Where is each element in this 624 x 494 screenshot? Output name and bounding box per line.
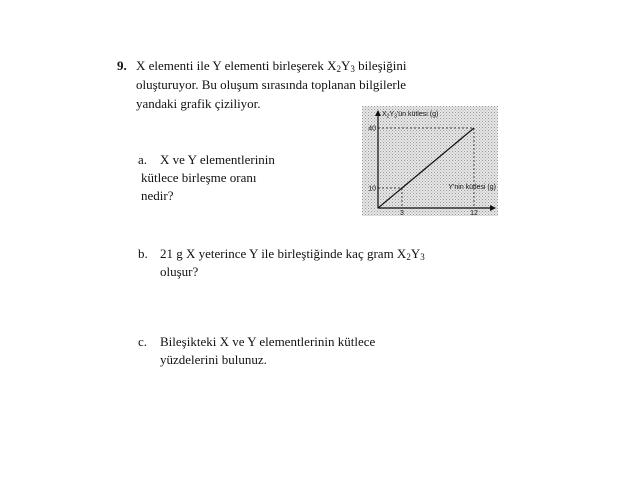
part-a-line2: kütlece birleşme oranı — [141, 170, 257, 185]
question-intro-line3: yandaki grafik çiziliyor. — [136, 96, 261, 111]
y-axis-title: $X_2Y_3'ün$ kütlesi (g) — [382, 111, 439, 120]
part-c-label: c. — [138, 334, 148, 349]
y-tick-label: 40 — [368, 125, 376, 133]
question-intro-line1: X elementi ile Y elementi birleşerek $X_2Y_3$ bileşiğini — [136, 58, 407, 74]
chart-background — [362, 106, 498, 216]
question-number: 9. — [117, 58, 127, 73]
part-b-line1: 21 g X yeterince Y ile birleştiğinde kaç gram $X_2Y_3$ — [160, 246, 425, 262]
part-c-line1: Bileşikteki X ve Y elementlerinin kütlece — [160, 334, 376, 349]
y-tick-label: 10 — [368, 185, 376, 193]
part-a-line3: nedir? — [141, 188, 174, 203]
part-a-line1: X ve Y elementlerinin — [160, 152, 275, 167]
question-intro-line2: oluşturuyor. Bu oluşum sırasında toplanan bilgilerle — [136, 77, 407, 92]
x-tick-label: 12 — [470, 210, 478, 216]
part-b-label: b. — [138, 246, 148, 261]
part-b-line2: oluşur? — [160, 264, 199, 279]
mass-graph — [362, 106, 498, 216]
x-axis-title: Y'nin kütlesi (g) — [448, 184, 496, 191]
x-tick-label: 3 — [400, 210, 404, 216]
part-a-label: a. — [138, 152, 148, 167]
part-c-line2: yüzdelerini bulunuz. — [160, 352, 267, 367]
